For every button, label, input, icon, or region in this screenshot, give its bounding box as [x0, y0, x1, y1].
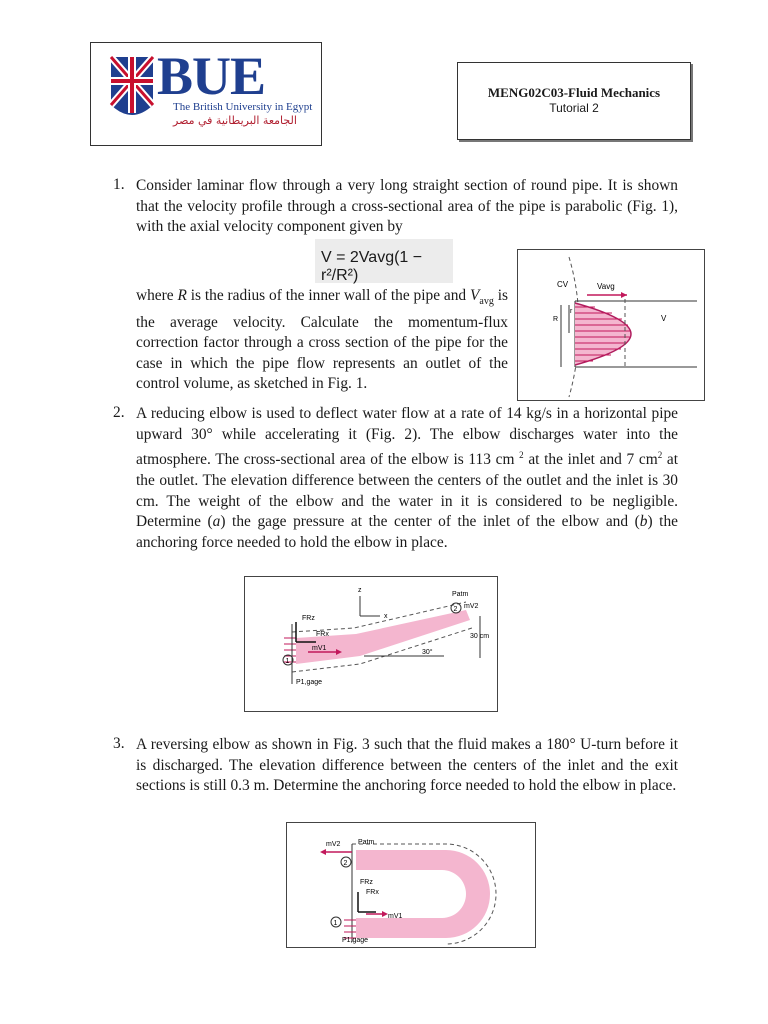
fig2-mv2-label: mV2 — [464, 603, 479, 610]
tutorial-title: Tutorial 2 — [549, 101, 599, 115]
fig2-angle-label: 30° — [422, 649, 433, 656]
fig2-frz-label: FRz — [302, 615, 315, 622]
fig2-dist-label: 30 cm — [470, 633, 490, 640]
figure-2-reducing-elbow — [244, 576, 498, 712]
fig1-R-label: R — [553, 316, 559, 323]
fig3-patm-label: Patm — [358, 839, 375, 846]
fig2-mv1-label: mV1 — [312, 645, 327, 652]
problem-1-intro: Consider laminar flow through a very long straight section of round pipe. It is shown that the velocity profile through a cross-sectional area of the pipe is parabolic (Fig. 1), with the axial velocity component given by — [136, 177, 678, 236]
university-logo — [90, 42, 322, 146]
problem-2-text: A reducing elbow is used to deflect water flow at a rate of 14 kg/s in a horizontal pipe upward 30° while accelerating it (Fig. 2). The elbow discharges water into the atmosphere. The cross-sectional area of the elbow is 113 cm $^2$ at the inlet and 7 $cm^2$ at the outlet. The elevation difference between the centers of the outlet and the inlet is 30 cm. The weight of the elbow and the water in it is considered to be negligible. Determine (a) the gage pressure at the center of the inlet of the elbow and (b) the anchoring force needed to hold the elbow in place. — [136, 405, 678, 551]
university-name-en: The British University in Egypt — [173, 101, 313, 113]
university-name-ar: الجامعة البريطانية في مصر — [173, 114, 297, 127]
equation-text: V = 2Vavg(1 − r²/R²) — [321, 249, 423, 284]
fig2-p1-label: P1,gage — [296, 679, 323, 686]
logo-text: BUE — [157, 46, 266, 106]
fig2-node2-label: 2 — [453, 606, 458, 613]
fig2-node1-label: 1 — [285, 658, 290, 665]
figure-1-velocity-profile — [517, 249, 705, 401]
fig3-node1-label: 1 — [333, 920, 338, 927]
fig3-mv2-label: mV2 — [326, 841, 341, 848]
fig1-V-label: V — [661, 314, 667, 323]
fig2-patm-label: Patm — [452, 591, 469, 598]
figure-3-reversing-elbow — [286, 822, 536, 948]
fig1-r-label: r — [570, 308, 573, 315]
problem-3-text: A reversing elbow as shown in Fig. 3 such that the fluid makes a 180° U-turn before it is discharged. The elevation difference between the centers of the inlet and the exit sections is still 0.3 m. Determine the anchoring force needed to hold the elbow in place. — [136, 736, 678, 795]
problem-3-number: 3. — [113, 735, 125, 752]
problem-2-number: 2. — [113, 404, 125, 421]
fig3-p1-label: P1,gage — [342, 937, 369, 944]
fig1-cv-label: CV — [557, 280, 569, 289]
fig3-frz-label: FRz — [360, 879, 373, 886]
union-flag-shield-icon — [109, 55, 155, 125]
course-code: MENG02C03-Fluid Mechanics — [487, 85, 661, 100]
fig3-node2-label: 2 — [343, 860, 348, 867]
fig2-frx-label: FRx — [316, 631, 329, 638]
fig2-x-label: x — [384, 613, 388, 620]
fig2-z-label: z — [358, 587, 362, 594]
fig1-vavg-label: Vavg — [597, 282, 615, 291]
course-title-box — [457, 62, 691, 140]
problem-1-body: where R is the radius of the inner wall of the pipe and $V_{avg}$ is the average velocity. Calculate the momentum-flux correction factor through a cross section of the pipe for the case in which the pipe flow represents an outlet of the control volume, as sketched in Fig. 1. — [136, 287, 509, 393]
problem-1-number: 1. — [113, 176, 125, 193]
fig3-mv1-label: mV1 — [388, 913, 403, 920]
velocity-equation — [315, 239, 453, 283]
fig3-frx-label: FRx — [366, 889, 379, 896]
